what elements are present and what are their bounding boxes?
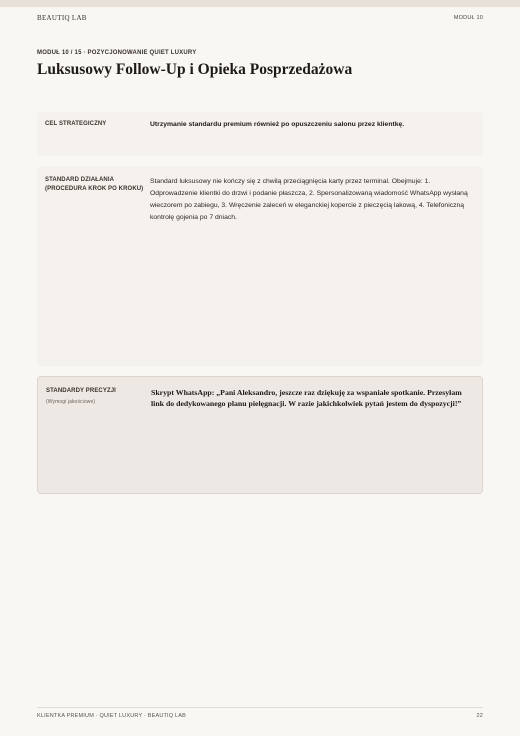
section-label-line: STANDARD DZIAŁANIA [45,177,115,183]
whatsapp-script: Skrypt WhatsApp: „Pani Aleksandro, jeszcze raz dziękuję za wspaniałe spotkanie. Przesyłam link do dedykowanego planu pielęgnacji. W razie jakichkolwiek pytań jestem do dyspozycji!” [151,388,462,408]
section-precision-standards [37,376,483,494]
section-content: Standard luksusowy nie kończy się z chwilą przeciągnięcia karty przez terminal. Obejmuje: 1. Odprowadzenie klientki do drzwi i podanie płaszcza, 2. Spersonalizowaną wiadomość WhatsApp wysłaną wieczorem po zabiegu, 3. Wręczenie zaleceń w eleganckiej kopercie z pieczęcią lakową, 4. Telefoniczną kontrolę gojenia po 7 dniach. [150,178,468,221]
page-number: 22 [476,713,483,719]
module-tag: MODUŁ 10 [453,15,483,21]
section-strategic-goal [37,112,483,156]
brand-name: BEAUTIQ LAB [37,14,87,22]
page-title: Luksusowy Follow-Up i Opieka Posprzedażowa [37,61,353,78]
section-label-line: (PROCEDURA KROK PO KROKU) [45,186,144,192]
section-action-standard [37,166,483,366]
top-accent-bar [0,0,520,7]
footer-text: KLIENTKA PREMIUM · QUIET LUXURY · BEAUTIQ LAB [37,713,186,719]
page-footer [37,713,483,719]
page-header [37,14,483,22]
section-label [45,176,143,194]
section-label: CEL STRATEGICZNY [45,121,107,127]
section-sublabel: (Wymogi jakościowe) [46,399,96,405]
module-kicker: MODUŁ 10 / 15 · POZYCJONOWANIE QUIET LUXURY [37,50,197,56]
section-label [46,387,116,407]
section-label-line: STANDARDY PRECYZJI [46,388,116,394]
section-content: Utrzymanie standardu premium również po opuszczeniu salonu przez klientkę. [150,121,405,128]
footer-divider [37,707,483,708]
